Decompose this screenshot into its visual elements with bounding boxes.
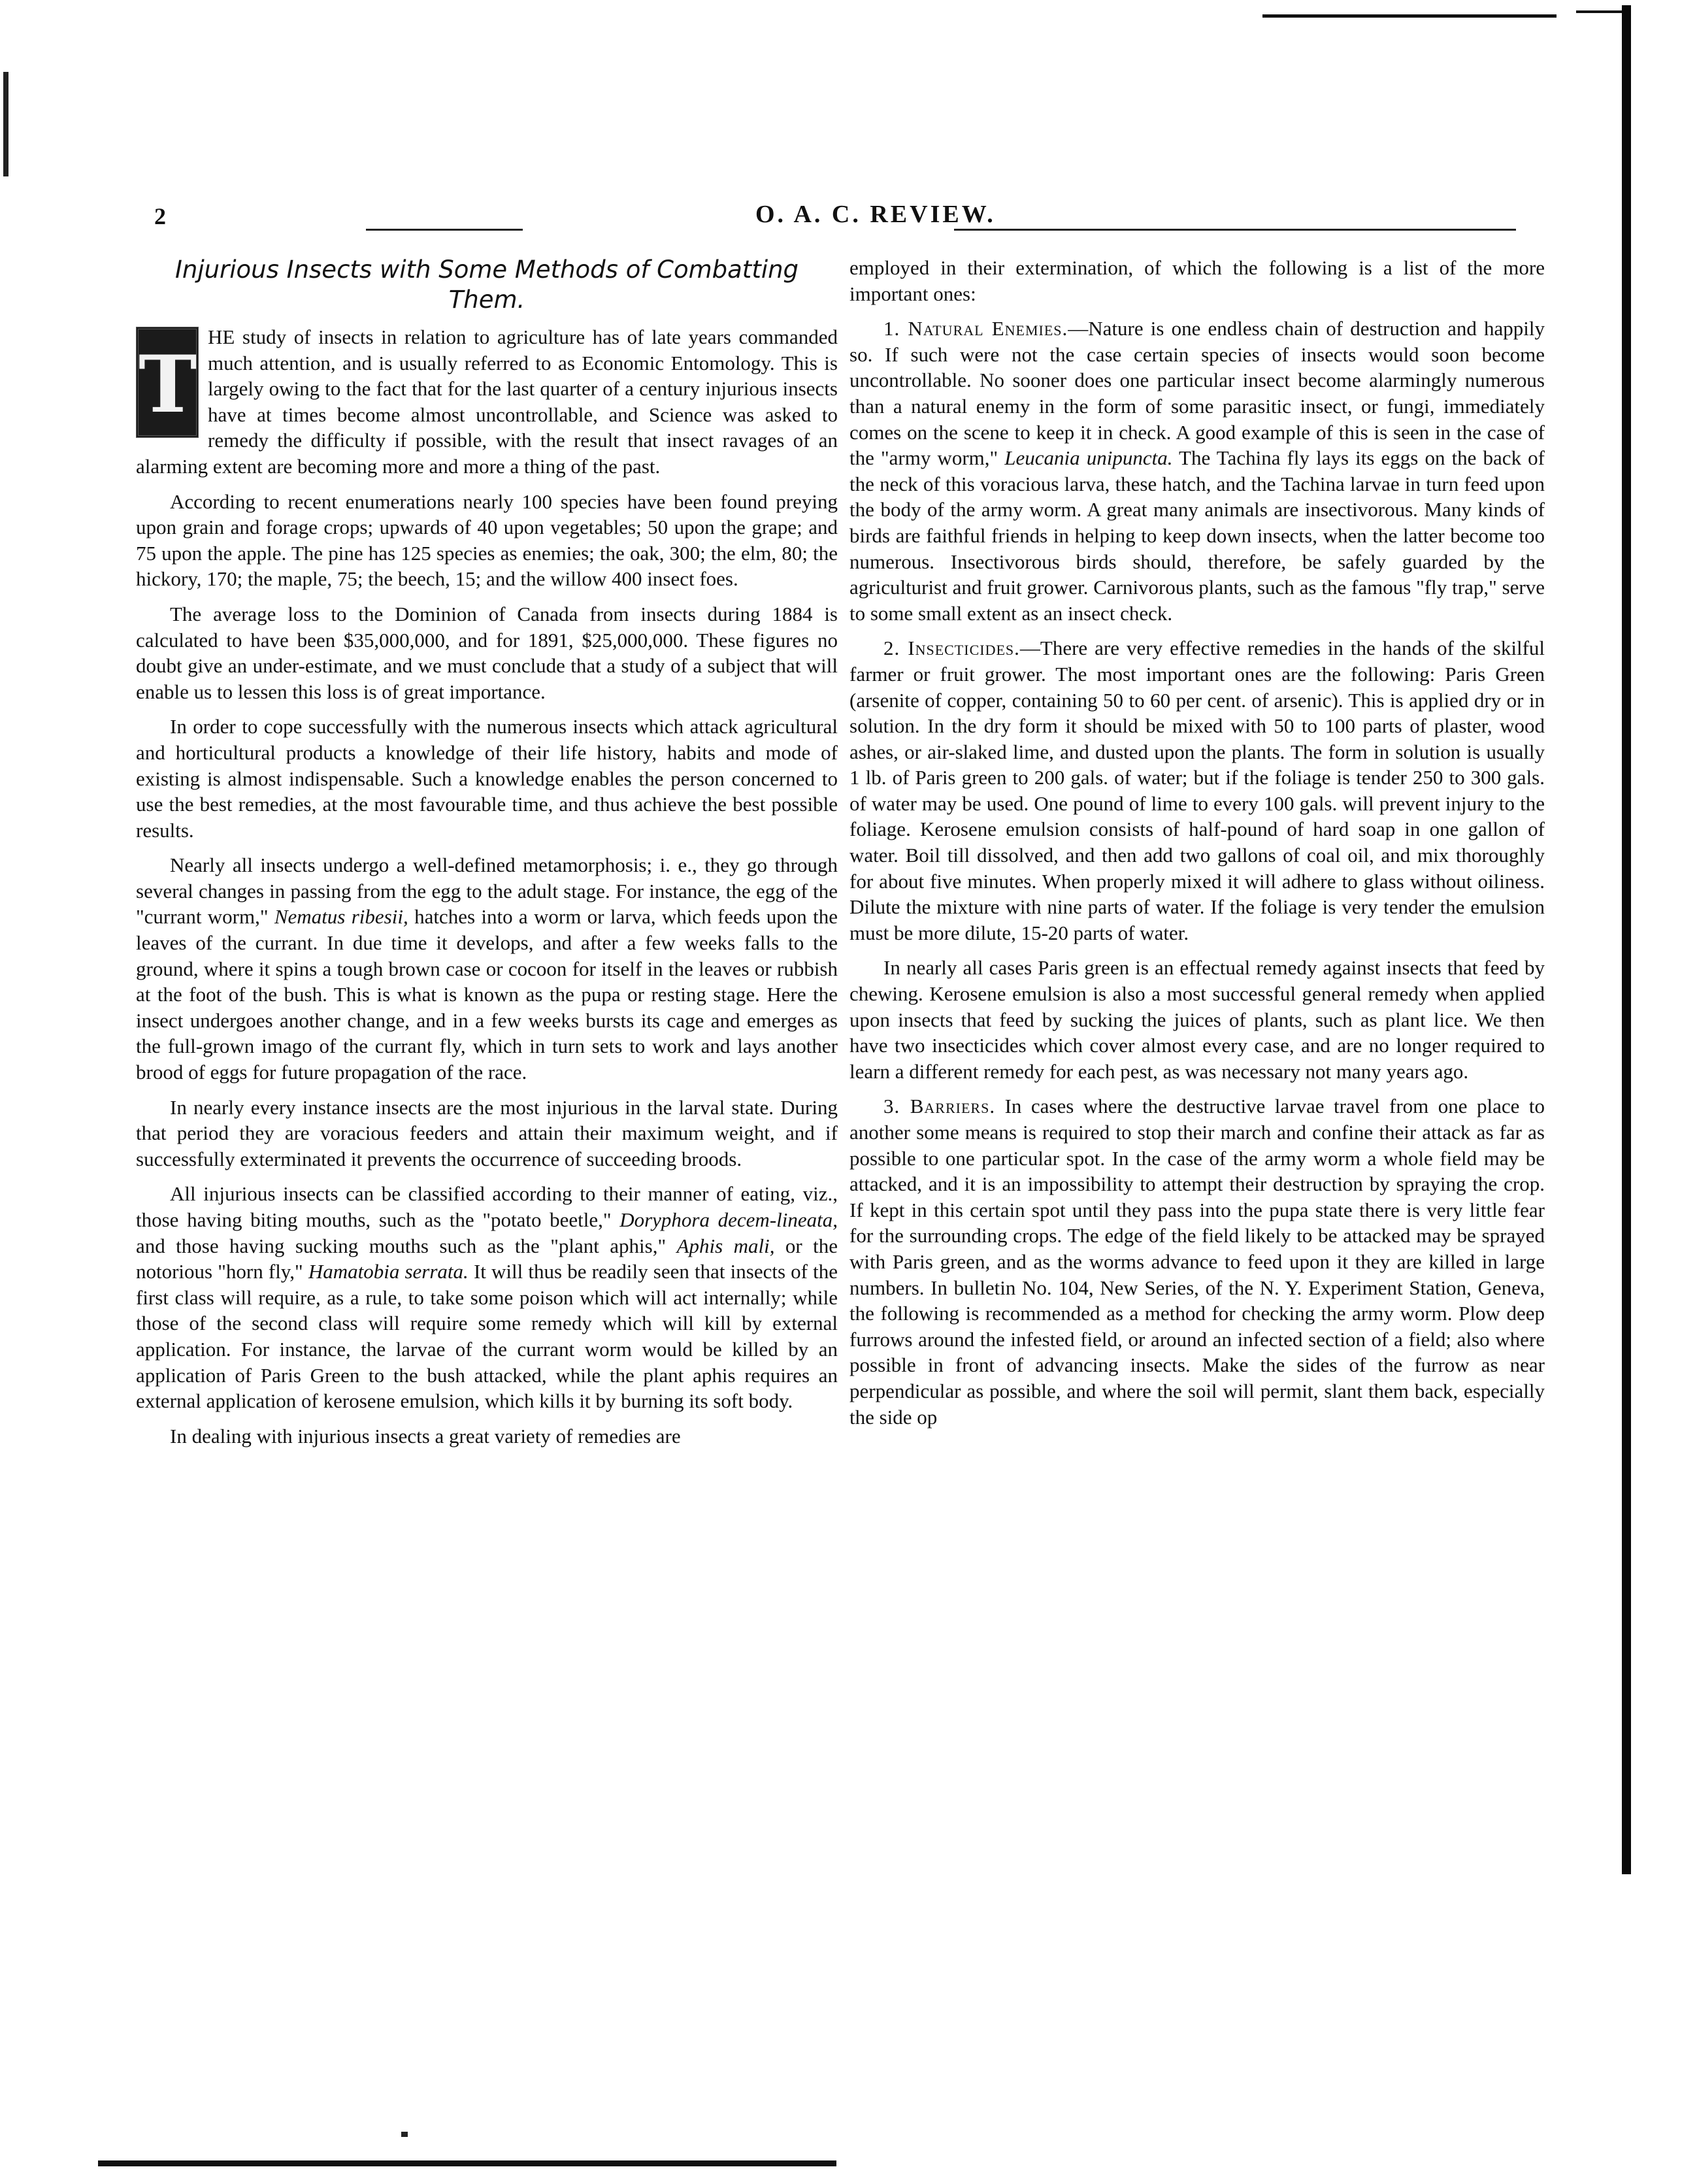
header-rule-right	[954, 229, 1516, 231]
text-run: or the notorious "horn fly,"	[136, 1234, 838, 1283]
text-run: In cases where the destructive larvae travel from one place to another some means is required to stop their march and confine their attack as far as possible to one particular spot. In the case of the army worm a whole field may be attacked, and it is an impossibility to attempt their destruction by spraying the crop. If kept in this certain spot until they pass into the pupa state there is very little fear for the surrounding crops. The edge of the field likely to be attacked may be sprayed with Paris green, and as the worms advance to feed upon it they are killed in large numbers. In bulletin No. 104, New Series, of the N. Y. Experiment Station, Geneva, the following is recommended as a method for checking the army worm. Plow deep furrows around the infested field, or around an infected section of a field; also where possible in front of advancing insects. Make the sides of the furrow as near perpendicular as possible, and where the soil will permit, slant them back, especially the side op	[849, 1095, 1545, 1429]
top-rule	[1262, 14, 1557, 18]
text-run: —There are very effective remedies in the hands of the skilful farmer or fruit grower. The most important ones are the following: Paris Green (arsenite of copper, containing 50 to 60 per cent. of arsenic). This is applied dry or in solution. In the dry form it should be mixed with 50 to 100 parts of plaster, wood ashes, or air-slaked lime, and dusted upon the plants. The form in solution is usually 1 lb. of Paris green to 200 gals. of water; but if the foliage is tender 250 to 300 gals. of water may be used. One pound of lime to every 100 gals. will prevent injury to the foliage. Kerosene emulsion consists of half-pound of hard soap in one gallon of water. Boil till dissolved, and then add two gallons of coal oil, and mix thoroughly for about five minutes. When properly mixed it will adhere to glass without oiliness. Dilute the mixture with nine parts of water. If the foliage is very tender the emulsion must be more dilute, 15-20 parts of water.	[849, 637, 1545, 944]
section-heading: 3. Barriers.	[883, 1095, 996, 1118]
latin-name: Hamatobia serrata.	[308, 1260, 469, 1283]
paragraph: According to recent enumerations nearly 100 species have been found preying upon grain and forage crops; upwards of 40 upon vegetables; 50 upon the grape; and 75 upon the apple. The pine has 125 species as enemies; the oak, 300; the elm, 80; the hickory, 170; the maple, 75; the beech, 15; and the willow 400 insect foes.	[136, 489, 838, 591]
page-number: 2	[154, 203, 166, 229]
section-heading: 1. Natural Enemies.	[883, 317, 1068, 340]
paragraph-classification	[136, 1181, 838, 1414]
paragraph: employed in their extermination, of which the following is a list of the more important ones:	[849, 256, 1545, 305]
paragraph-metamorphosis	[136, 852, 838, 1085]
ink-dot	[401, 2132, 408, 2137]
dropcap-ornament: T	[136, 327, 199, 438]
latin-name: Nematus ribesii,	[274, 905, 408, 929]
right-edge-rule	[1622, 5, 1631, 1874]
paragraph-intro	[136, 324, 838, 480]
text-run: hatches into a worm or larva, which feeds upon the leaves of the currant. In due time it develops, and after a few weeks falls to the ground, where it spins a tough brown case or cocoon for itself in the leaves or rubbish at the foot of the bush. This is what is known as the pupa or resting stage. Here the insect undergoes another change, and in a few weeks bursts its cage and emerges as the full-grown imago of the currant fly, which in turn sets to work and lays another brood of eggs for future propagation of the race.	[136, 905, 838, 1084]
running-head: O. A. C. REVIEW.	[755, 201, 996, 228]
bottom-rule	[98, 2160, 836, 2166]
text-run: It will thus be readily seen that insects of the first class will require, as a rule, to take some poison which will act internally; while those of the second class will require some remedy which will kill by external application. For instance, the larvae of the currant worm would be killed by an application of Paris Green to the bush attacked, while the plant aphis requires an external application of kerosene emulsion, which kills it by burning its soft body.	[136, 1260, 838, 1413]
paragraph: In dealing with injurious insects a great variety of remedies are	[170, 1424, 681, 1448]
section-heading: 2. Insecticides.	[883, 637, 1020, 660]
paragraph: The average loss to the Dominion of Canada from insects during 1884 is calculated to have been $35,000,000, and for 1891, $25,000,000. These figures no doubt give an under-estimate, and we must conclude that a study of a subject that will enable us to lessen this loss is of great importance.	[136, 602, 838, 703]
left-edge-mark	[3, 72, 8, 176]
section-natural-enemies	[849, 316, 1545, 626]
paragraph: In nearly all cases Paris green is an effectual remedy against insects that feed by chewing. Kerosene emulsion is also a most successful general remedy when applied upon insects that feed by sucking the juices of plants, such as plant lice. We then have two insecticides which cover almost every case, and are no longer required to learn a different remedy for each pest, as was necessary not many years ago.	[849, 956, 1545, 1083]
article-title: Injurious Insects with Some Methods of Combatting Them.	[174, 256, 799, 314]
latin-name: Doryphora decem-lineata,	[619, 1208, 838, 1231]
section-insecticides	[849, 635, 1545, 946]
text-run: and those having sucking mouths such as the "plant aphis,"	[136, 1234, 667, 1257]
header-rule-left	[366, 229, 523, 231]
latin-name: Leucania unipuncta.	[1004, 446, 1173, 470]
right-column	[849, 255, 1545, 1439]
text-run: —Nature is one endless chain of destruction and happily so. If such were not the case certain species of insects would soon become uncontrollable. No sooner does one particular insect become alarmingly numerous than a natural enemy in the form of some parasitic insect, or fungi, immediately comes on the scene to keep it in check. A good example of this is seen in the case of the "army worm,"	[849, 317, 1545, 470]
paragraph: In nearly every instance insects are the most injurious in the larval state. During that period they are voracious feeders and attain their maximum weight, and if successfully exterminated it prevents the occurrence of succeeding broods.	[136, 1095, 838, 1170]
text-run: Nearly all insects undergo a well-defined metamorphosis; i. e., they go through several changes in passing from the egg to the adult stage. For instance, the egg of the "currant worm,"	[136, 853, 838, 929]
section-barriers	[849, 1093, 1545, 1430]
left-column	[136, 255, 838, 1458]
paragraph-intro-text: HE study of insects in relation to agriculture has of late years commanded much attention, and is usually referred to as Economic Entomology. This is largely owing to the fact that for the last quarter of a century injurious insects have at times become almost uncontrollable, and Science was asked to remedy the difficulty if possible, with the result that insect ravages of an alarming extent are becoming more and more a thing of the past.	[136, 325, 838, 478]
text-run: All injurious insects can be classified according to their manner of eating, viz., those having biting mouths, such as the "potato beetle,"	[136, 1182, 838, 1231]
paragraph: In order to cope successfully with the numerous insects which attack agricultural and horticultural products a knowledge of their life history, habits and mode of existing is almost indispensable. Such a knowledge enables the person concerned to use the best remedies, at the most favourable time, and thus achieve the best possible results.	[136, 715, 838, 842]
latin-name: Aphis mali,	[676, 1234, 775, 1257]
text-run: The Tachina fly lays its eggs on the back of the neck of this voracious larva, these hatch, and the Tachina larvae in turn feed upon the body of the army worm. A great many animals are insectivorous. Many kinds of birds are faithful friends in helping to keep down insects, when the latter become too numerous. Insectivorous birds should, therefore, be safely guarded by the agriculturist and fruit grower. Carnivorous plants, such as the famous "fly trap," serve to some small extent as an insect check.	[849, 446, 1545, 625]
